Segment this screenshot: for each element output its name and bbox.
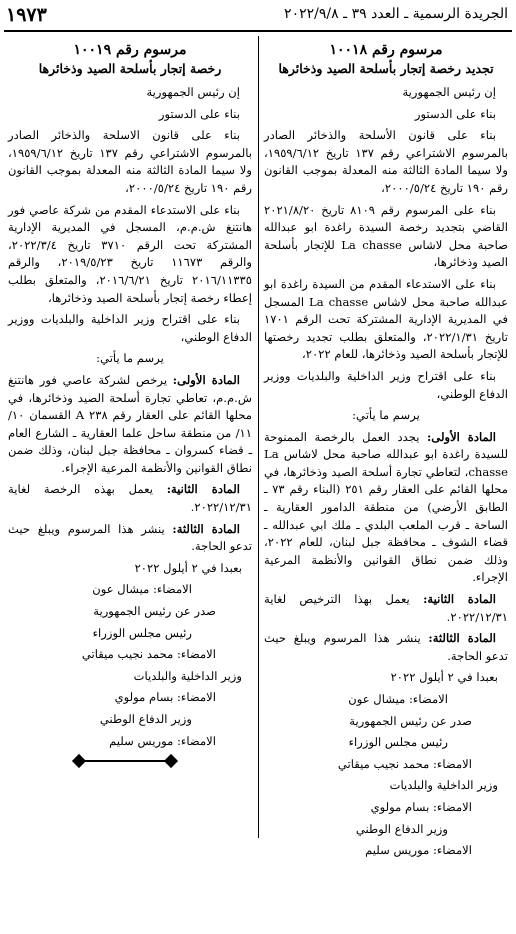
preamble: بناء على الدستور	[158, 106, 240, 121]
decree-line: يرسم ما يأتي:	[96, 351, 164, 366]
article-2	[264, 591, 508, 626]
article-text: يرخص لشركة عاصي فور هانتنغ ش.م.م، تعاطي تجارة أسلحة الصيد وذخائرها، في محلها القائم على العقار رقم ٢٣٨ A القسمان ١٠/ ١١/ من منطقة ساحل علما العقارية ـ الشارع العام ـ قضاء كسروان ـ محافظة جبل لبنان، وذلك ضمن نطاق القوانين والأنظمة المرعية الإجراء.	[8, 372, 252, 475]
decree-date: بعبدا في ٢ أيلول ٢٠٢٢	[390, 670, 498, 685]
decree-10019	[8, 40, 252, 766]
signature: الامضاء: ميشال عون	[348, 692, 448, 706]
article-1	[264, 429, 508, 587]
article-text: ينشر هذا المرسوم ويبلغ حيث تدعو الحاجة.	[264, 631, 508, 663]
signature: وزير الدفاع الوطني	[355, 821, 448, 836]
end-ornament	[8, 756, 252, 766]
signature: الامضاء: موريس سليم	[365, 843, 472, 858]
article-text: يعمل بهذه الرخصة لغاية ٢٠٢٢/١٢/٣١.	[8, 482, 252, 515]
signature: الامضاء: بسام مولوي	[370, 799, 472, 814]
preamble: إن رئيس الجمهورية	[402, 85, 496, 99]
preamble: بناء على اقتراح وزير الداخلية والبلديات ووزير الدفاع الوطني،	[264, 368, 508, 401]
signature: الامضاء: موريس سليم	[109, 733, 216, 748]
signature: الامضاء: ميشال عون	[92, 582, 192, 597]
article-text: يجدد العمل بالرخصة الممنوحة للسيدة راغدة ابو عبدالله صاحبة محل لاشاس La chasse، لتعاطي تجارة أسلحة الصيد وذخائرها، في محلها القائم على العقار رقم ٢٥١ (البناء رقم ٧٣ ـ الطابق الأرضي) من منطقة الدامور العقارية ـ الساحة ـ قرب الملعب البلدي ـ ملك ابي عبدالله ـ قضاء الشوف ـ محافظة جبل لبنان، للعام ٢٠٢٢، وذلك ضمن نطاق القوانين والأنظمة المرعية الإجراء.	[264, 429, 508, 585]
page-number: ١٩٧٣	[6, 4, 47, 26]
signature: رئيس مجلس الوزراء	[92, 625, 192, 640]
column-divider	[258, 36, 259, 838]
preamble: بناء على قانون الأسلحة والذخائر الصادر بالمرسوم الاشتراعي رقم ١٣٧ تاريخ ١٩٥٩/٦/١٢، ولا سيما المادة الثالثة منه المعدلة بموجب القانون رقم ١٩٠ تاريخ ٢٠٠٠/٥/٢٤،	[264, 128, 508, 195]
signature: وزير الدفاع الوطني	[99, 712, 192, 726]
preamble: بناء على الاستدعاء المقدم من السيدة راغدة ابو عبدالله صاحبة محل لاشاس La chasse المسجل في المديرية الإدارية المشتركة تحت الرقم ١٧٠١ تاريخ ٢٠٢٢/١/٣١، والمتعلق بطلب تجديد رخصتها للإتجار بأسلحة الصيد وذخائرها، للعام ٢٠٢٢،	[264, 276, 509, 362]
article-3	[264, 630, 508, 665]
decree-line: يرسم ما يأتي:	[352, 408, 420, 423]
article-2	[8, 481, 252, 516]
decree-title: مرسوم رقم ١٠٠١٩	[73, 42, 187, 58]
signature: وزير الداخلية والبلديات	[133, 668, 242, 683]
article-text: يعمل بهذا الترخيص لغاية ٢٠٢٢/١٢/٣١.	[264, 592, 508, 624]
decree-subtitle: تجديد رخصة إتجار بأسلحة الصيد وذخائرها	[278, 61, 494, 76]
preamble: بناء على الاستدعاء المقدم من شركة عاصي فور هانتنغ ش.م.م، المسجل في المديرية الإدارية المشتركة تحت الرقم ٣٧١٠ تاريخ ٢٠٢٢/٣/٤، والرقم ١١٦٧٣ تاريخ ٢٠١٩/٥/٢٣، والرقم ٢٠١٦/١١٣٣٥ تاريخ ٢٠١٦/٦/٢١، والمتعلق بطلب إعطاء رخصة إتجار بأسلحة الصيد وذخائرها،	[8, 202, 252, 305]
decree-10018	[264, 40, 508, 864]
gazette-issue: الجريدة الرسمية ـ العدد ٣٩ ـ ٢٠٢٢/٩/٨	[284, 6, 508, 22]
preamble: بناء على الدستور	[414, 106, 496, 121]
article-3	[8, 521, 252, 556]
page-header	[0, 0, 516, 34]
article-1	[8, 372, 252, 478]
signature: الامضاء: محمد نجيب ميقاتي	[81, 647, 216, 662]
article-label: المادة الأولى:	[172, 372, 241, 387]
article-label: المادة الثانية:	[423, 592, 496, 607]
article-text: ينشر هذا المرسوم ويبلغ حيث تدعو الحاجة.	[8, 521, 252, 554]
ornament-diamond	[72, 754, 86, 768]
preamble: بناء على المرسوم رقم ٨١٠٩ تاريخ ٢٠٢١/٨/٢٠ القاضي بتجديد رخصة السيدة راغدة ابو عبدالله صاحبة محل لاشاس La chasse للإتجار بأسلحة الصيد وذخائرها،	[264, 202, 508, 270]
ornament-bar	[80, 760, 170, 762]
signature: رئيس مجلس الوزراء	[348, 735, 448, 750]
decree-subtitle: رخصة إتجار بأسلحة الصيد وذخائرها	[38, 61, 222, 76]
article-label: المادة الثانية:	[166, 482, 241, 497]
header-rule	[4, 30, 512, 32]
signature: وزير الداخلية والبلديات	[389, 778, 498, 793]
signature: صدر عن رئيس الجمهورية	[349, 713, 472, 728]
preamble: بناء على اقتراح وزير الداخلية والبلديات ووزير الدفاع الوطني،	[8, 312, 252, 344]
article-label: المادة الثالثة:	[172, 521, 240, 536]
article-label: المادة الأولى:	[427, 429, 496, 444]
decree-title: مرسوم رقم ١٠٠١٨	[329, 42, 443, 58]
signature: الامضاء: محمد نجيب ميقاتي	[337, 756, 472, 771]
signature: الامضاء: بسام مولوي	[114, 690, 216, 705]
preamble: بناء على قانون الاسلحة والذخائر الصادر بالمرسوم الاشتراعي رقم ١٣٧ تاريخ ١٩٥٩/٦/١٢، ولا سيما المادة الثالثة منه المعدلة بموجب القانون رقم ١٩٠ تاريخ ٢٠٠٠/٥/٢٤،	[8, 128, 252, 195]
article-label: المادة الثالثة:	[428, 631, 496, 646]
ornament-diamond	[164, 754, 178, 768]
decree-date: بعبدا في ٢ أيلول ٢٠٢٢	[134, 560, 242, 575]
signature: صدر عن رئيس الجمهورية	[93, 604, 216, 619]
preamble: إن رئيس الجمهورية	[146, 85, 240, 99]
